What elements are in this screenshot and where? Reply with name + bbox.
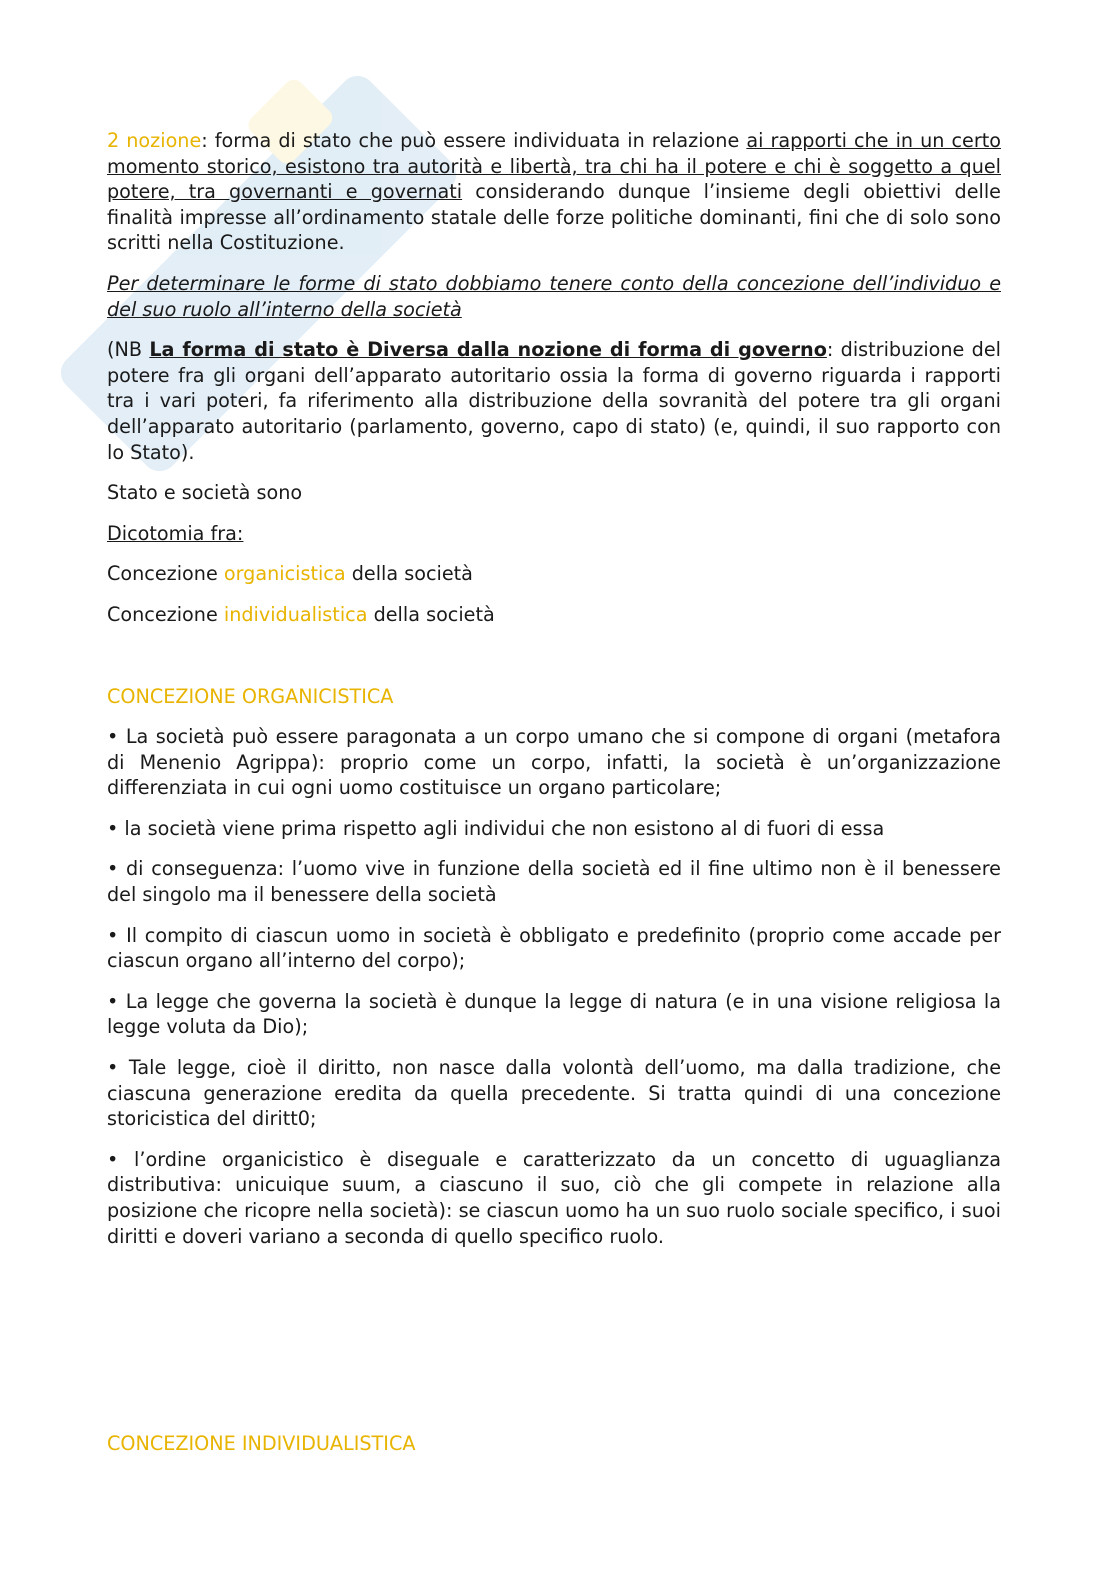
bullet-item: • Tale legge, cioè il diritto, non nasce dalla volontà dell’uomo, ma dalla tradizione, che ciascuna generazione eredita da quella precedente. Si tratta quindi di una concezione storicistica del diritt0; (107, 1056, 1001, 1131)
concezione-line-1 (107, 561, 1001, 587)
nb-open: (NB (107, 338, 150, 362)
concezione-2-pre: Concezione (107, 602, 224, 626)
concezione-2-key: individualistica (223, 602, 368, 626)
concezione-1-post: della società (345, 562, 473, 586)
bullet-item: • di conseguenza: l’uomo vive in funzione della società ed il fine ultimo non è il benessere del singolo ma il benessere della società (107, 857, 1001, 907)
bullet-item: • La legge che governa la società è dunque la legge di natura (e in una visione religiosa la legge voluta da Dio); (107, 989, 1001, 1039)
nb-strong: La forma di stato è Diversa dalla nozione di forma di governo (149, 338, 827, 362)
intro-after-lead: : forma di stato che può essere individuata in relazione (201, 129, 747, 152)
concezione-line-2 (107, 602, 1001, 628)
heading-organicistica: CONCEZIONE ORGANICISTICA (107, 684, 394, 708)
document-page (107, 128, 1001, 1264)
concezione-2-post: della società (367, 602, 495, 626)
bullet-item: • La società può essere paragonata a un corpo umano che si compone di organi (metafora di Menenio Agrippa): proprio come un corpo, infatti, la società è un’organizzazione differenziata in cui ogni uomo costituisce un organo particolare; (107, 725, 1001, 800)
nb-rest: : distribuzione del potere fra gli organi dell’apparato autoritario ossia la forma di governo riguarda i rapporti tra i vari poteri, fa riferimento alla distribuzione della sovranità del potere tra gli organi dell’apparato autoritario (parlamento, governo, capo di stato) (e, quindi, il suo rapporto con lo Stato). (107, 338, 1001, 464)
bullet-item: • la società viene prima rispetto agli individui che non esistono al di fuori di essa (107, 816, 885, 840)
intro-tail: considerando dunque l’insieme degli obiettivi delle finalità impresse all’ordinamento statale delle forze politiche dominanti, fini che di solo sono scritti nella Costituzione. (107, 180, 1001, 255)
bullet-item: • l’ordine organicistico è diseguale e caratterizzato da un concetto di uguaglianza distributiva: unicuique suum, a ciascuno il suo, ciò che gli compete in relazione alla posizione che ricopre nella società): se ciascun uomo ha un suo ruolo sociale specifico, i suoi diritti e doveri variano a seconda di quello specifico ruolo. (107, 1147, 1001, 1248)
concezione-1-key: organicistica (223, 562, 346, 586)
nb-paragraph (107, 337, 1001, 465)
italic-note: Per determinare le forme di stato dobbiamo tenere conto della concezione dell’individuo e del suo ruolo all’interno della società (107, 271, 1001, 321)
stato-societa: Stato e società sono (107, 481, 303, 505)
intro-underlined: ai rapporti che in un certo momento storico, esistono tra autorità e libertà, tra chi ha il potere e chi è soggetto a quel potere, tra governanti e governati (107, 129, 1002, 204)
intro-lead: 2 nozione (107, 129, 202, 152)
bullet-item: • Il compito di ciascun uomo in società è obbligato e predefinito (proprio come accade per ciascun organo all’interno del corpo); (107, 923, 1001, 973)
intro-paragraph (107, 128, 1001, 256)
heading-individualistica: CONCEZIONE INDIVIDUALISTICA (107, 1432, 416, 1455)
concezione-1-pre: Concezione (107, 562, 224, 586)
dicotomia-label: Dicotomia fra: (107, 521, 244, 545)
